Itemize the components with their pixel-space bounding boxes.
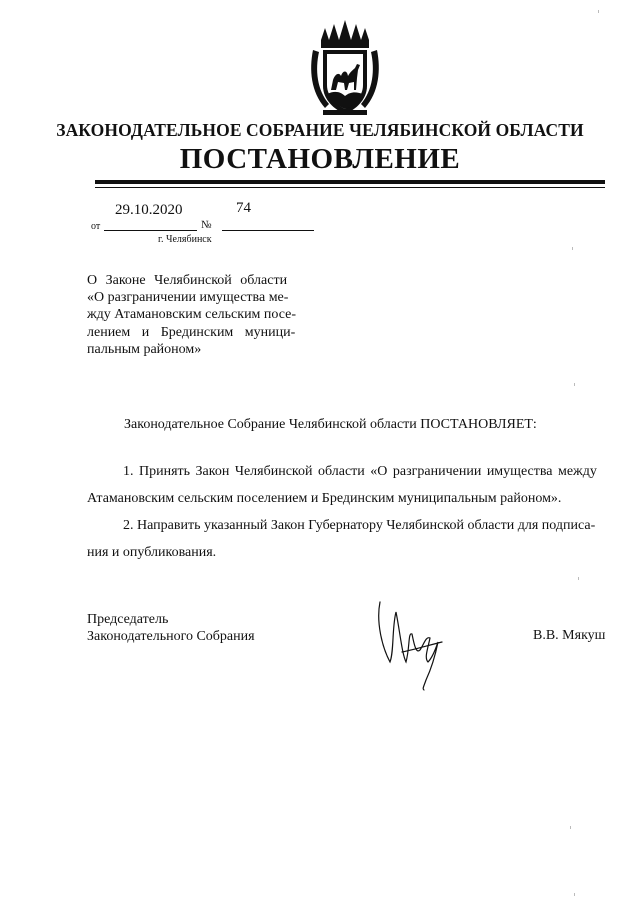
scan-artifact — [578, 577, 579, 580]
scan-artifact — [574, 383, 575, 386]
document-number: 74 — [236, 200, 251, 216]
coat-of-arms-icon — [307, 20, 383, 118]
item-line: Атамановским сельским поселением и Брединским муниципальным районом». — [87, 491, 562, 506]
handwritten-signature-icon — [372, 592, 452, 692]
document-date: 29.10.2020 — [115, 202, 183, 218]
scan-artifact — [574, 893, 575, 896]
city-label: г. Челябинск — [158, 234, 212, 245]
preamble: Законодательное Собрание Челябинской области ПОСТАНОВЛЯЕТ: — [124, 417, 537, 432]
item-line: 1. Принять Закон Челябинской области «О разграничении имущества между — [123, 464, 597, 479]
resolution-item-2 — [87, 512, 605, 566]
scan-artifact — [570, 826, 571, 829]
item-line: 2. Направить указанный Закон Губернатору Челябинской области для подписа- — [123, 518, 596, 533]
signer-title-line: Председатель — [87, 612, 169, 627]
header-rule-thick — [95, 180, 605, 184]
signer-title-line: Законодательного Собрания — [87, 629, 255, 644]
scan-artifact — [598, 10, 599, 13]
subject-line: жду Атамановским сельским посе- — [87, 307, 297, 323]
date-label: от — [91, 221, 101, 232]
organization-title: ЗАКОНОДАТЕЛЬНОЕ СОБРАНИЕ ЧЕЛЯБИНСКОЙ ОБЛАСТИ — [56, 120, 584, 140]
scan-artifact — [572, 247, 573, 250]
subject-line: О Законе Челябинской области — [87, 273, 288, 288]
document-type-title: ПОСТАНОВЛЕНИЕ — [179, 143, 461, 175]
subject-line: лением и Брединским муници- — [87, 324, 296, 340]
subject-line: пальным районом» — [87, 341, 202, 357]
signer-name: В.В. Мякуш — [533, 628, 606, 643]
resolution-item-1 — [87, 458, 605, 512]
number-label: № — [201, 219, 212, 231]
signer-title — [87, 611, 255, 645]
subject-line: «О разграничении имущества ме- — [87, 290, 289, 306]
document-subject — [87, 272, 301, 358]
date-underline — [104, 230, 197, 231]
number-underline — [222, 230, 314, 231]
item-line: ния и опубликования. — [87, 545, 217, 560]
header-rule-thin — [95, 187, 605, 188]
